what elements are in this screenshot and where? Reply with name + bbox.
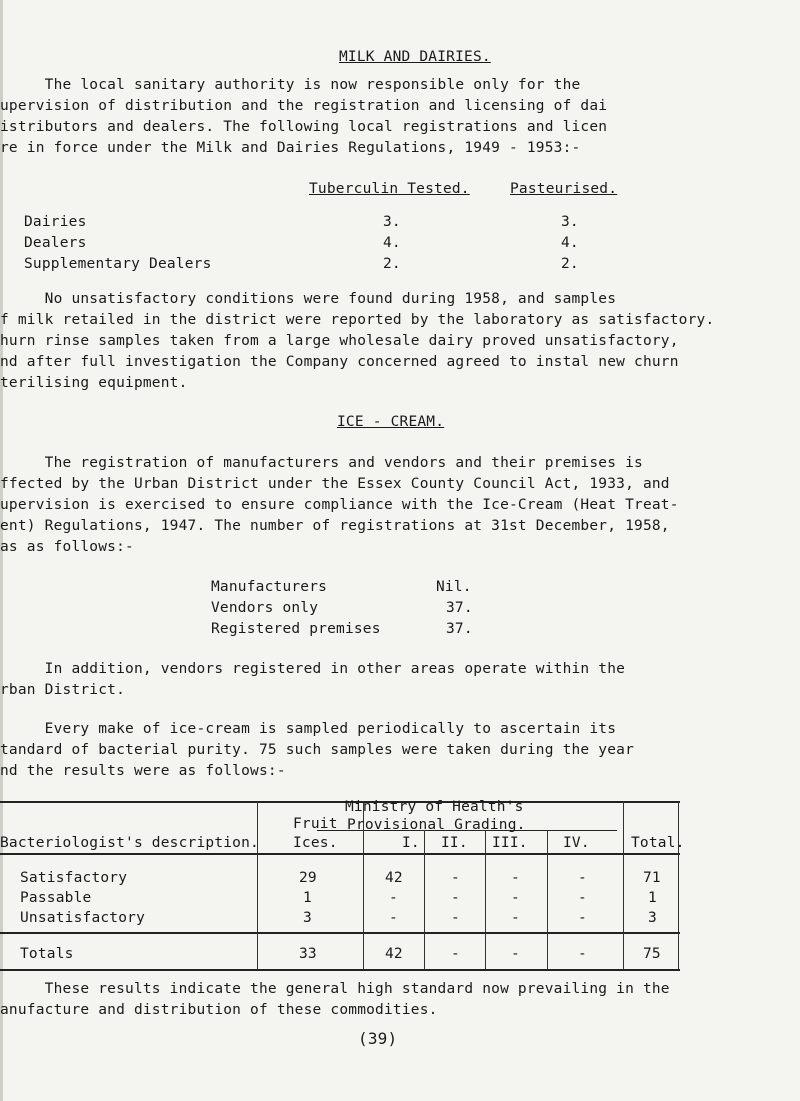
col-divider (485, 830, 486, 969)
table-rule-header (0, 853, 680, 855)
row-g4: - (578, 870, 587, 886)
row-total: 1 (648, 890, 657, 906)
row-desc: Satisfactory (20, 870, 128, 886)
col-divider (424, 830, 425, 969)
column-header-tuberculin: Tuberculin Tested. (309, 181, 470, 197)
totals-g3: - (511, 946, 520, 962)
header-grade-2: II. (441, 835, 468, 851)
section-heading-ice-cream: ICE - CREAM. (337, 414, 445, 430)
row-label-dealers: Dealers (24, 235, 87, 251)
totals-label: Totals (20, 946, 74, 962)
table-rule-bottom (0, 969, 680, 971)
header-total: Total. (631, 835, 685, 851)
paragraph-line: upervision is exercised to ensure compliance with the Ice-Cream (Heat Treat- (0, 497, 679, 513)
value-past-supplementary: 2. (561, 256, 579, 272)
value-past-dealers: 4. (561, 235, 579, 251)
row-fruit: 1 (303, 890, 312, 906)
header-description: Bacteriologist's description. (0, 835, 259, 851)
row-g3: - (511, 870, 520, 886)
paragraph-line: The registration of manufacturers and vendors and their premises is (0, 455, 643, 471)
row-label-dairies: Dairies (24, 214, 87, 230)
paragraph-line: ffected by the Urban District under the Essex County Council Act, 1933, and (0, 476, 670, 492)
paragraph-line: nd the results were as follows:- (0, 763, 286, 779)
col-divider (623, 801, 624, 969)
col-divider (547, 830, 548, 969)
paragraph-line: re in force under the Milk and Dairies Regulations, 1949 - 1953:- (0, 140, 581, 156)
row-fruit: 29 (299, 870, 317, 886)
header-fruit: Fruit (293, 816, 338, 832)
totals-total: 75 (643, 946, 661, 962)
registration-label: Registered premises (211, 621, 381, 637)
paragraph-line: istributors and dealers. The following local registrations and licen (0, 119, 608, 135)
totals-g2: - (451, 946, 460, 962)
row-g2: - (451, 870, 460, 886)
value-tt-dairies: 3. (383, 214, 401, 230)
header-ministry: Ministry of Health's (345, 799, 524, 815)
paragraph-line: terilising equipment. (0, 375, 188, 391)
header-ices: Ices. (293, 835, 338, 851)
header-grade-1: I. (402, 835, 420, 851)
paragraph-line: anufacture and distribution of these commodities. (0, 1002, 438, 1018)
header-grade-4: IV. (563, 835, 590, 851)
paragraph-line: as as follows:- (0, 539, 134, 555)
paragraph-line: hurn rinse samples taken from a large wholesale dairy proved unsatisfactory, (0, 333, 679, 349)
totals-fruit: 33 (299, 946, 317, 962)
registration-value: 37. (446, 621, 473, 637)
row-fruit: 3 (303, 910, 312, 926)
row-desc: Unsatisfactory (20, 910, 146, 926)
row-g2: - (451, 910, 460, 926)
paragraph-line: The local sanitary authority is now responsible only for the (0, 77, 581, 93)
paragraph-line: These results indicate the general high standard now prevailing in the (0, 981, 670, 997)
row-g4: - (578, 910, 587, 926)
row-g2: - (451, 890, 460, 906)
row-total: 3 (648, 910, 657, 926)
value-past-dairies: 3. (561, 214, 579, 230)
row-label-supplementary: Supplementary Dealers (24, 256, 212, 272)
row-g1: - (389, 890, 398, 906)
paragraph-line: nd after full investigation the Company concerned agreed to instal new churn (0, 354, 679, 370)
row-total: 71 (643, 870, 661, 886)
row-g1: - (389, 910, 398, 926)
row-desc: Passable (20, 890, 92, 906)
totals-g1: 42 (385, 946, 403, 962)
row-g3: - (511, 910, 520, 926)
table-rule-body (0, 932, 680, 934)
col-divider (257, 801, 258, 969)
section-heading-milk: MILK AND DAIRIES. (339, 49, 491, 65)
row-g4: - (578, 890, 587, 906)
page-number: (39) (358, 1029, 398, 1048)
registration-label: Manufacturers (211, 579, 328, 595)
paragraph-line: In addition, vendors registered in other areas operate within the (0, 661, 626, 677)
col-divider (678, 801, 679, 969)
header-grade-3: III. (492, 835, 528, 851)
registration-value: Nil. (436, 579, 472, 595)
value-tt-supplementary: 2. (383, 256, 401, 272)
table-rule-top (0, 801, 680, 803)
totals-g4: - (578, 946, 587, 962)
paragraph-line: f milk retailed in the district were reported by the laboratory as satisfactory. (0, 312, 715, 328)
registration-value: 37. (446, 600, 473, 616)
paragraph-line: rban District. (0, 682, 126, 698)
paragraph-line: tandard of bacterial purity. 75 such samples were taken during the year (0, 742, 635, 758)
paragraph-line: Every make of ice-cream is sampled periodically to ascertain its (0, 721, 617, 737)
value-tt-dealers: 4. (383, 235, 401, 251)
paragraph-line: upervision of distribution and the registration and licensing of dai (0, 98, 608, 114)
row-g3: - (511, 890, 520, 906)
row-g1: 42 (385, 870, 403, 886)
paragraph-line: No unsatisfactory conditions were found during 1958, and samples (0, 291, 617, 307)
header-provisional: Provisional Grading. (347, 817, 526, 833)
paragraph-line: ent) Regulations, 1947. The number of registrations at 31st December, 1958, (0, 518, 670, 534)
column-header-pasteurised: Pasteurised. (510, 181, 618, 197)
registration-label: Vendors only (211, 600, 319, 616)
